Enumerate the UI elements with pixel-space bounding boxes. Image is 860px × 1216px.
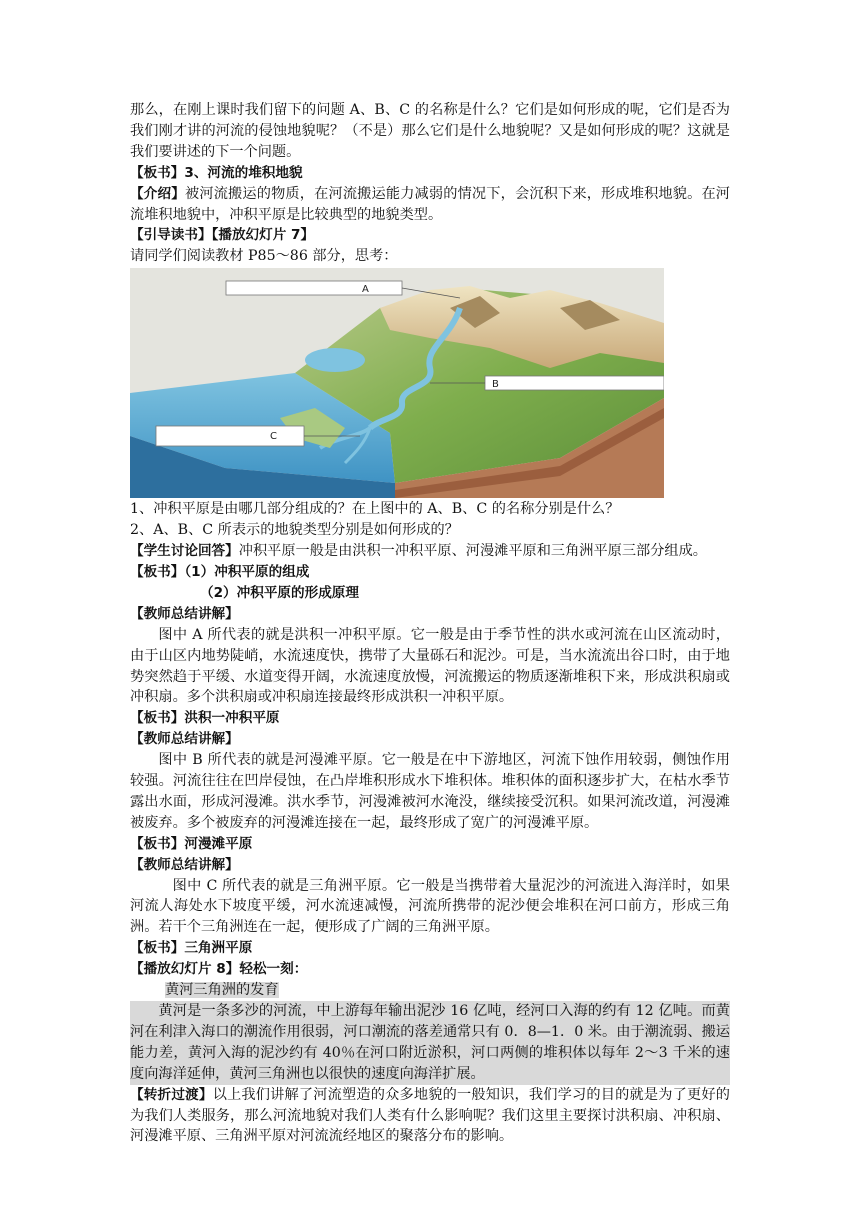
yellow-river-delta-title bbox=[130, 980, 730, 1001]
alluvial-plain-diagram bbox=[130, 268, 664, 498]
teacher-summary-tag-2: 【教师总结讲解】 bbox=[130, 731, 239, 748]
question-1: 1、冲积平原是由哪几部分组成的？在上图中的 A、B、C 的名称分别是什么？ bbox=[130, 501, 620, 518]
document-page bbox=[130, 100, 730, 1147]
student-discussion-tag: 【学生讨论回答】 bbox=[130, 543, 239, 560]
board-composition: 【板书】（1）冲积平原的组成 bbox=[130, 563, 310, 580]
question-2: 2、A、B、C 所表示的地貌类型分别是如何形成的？ bbox=[130, 522, 459, 539]
transition-paragraph bbox=[130, 1085, 730, 1148]
alluvial-plain-figure bbox=[130, 268, 664, 498]
board-floodplain: 【板书】河漫滩平原 bbox=[130, 835, 253, 852]
teacher-summary-text-2: 图中 B 所代表的就是河漫滩平原。它一般是在中下游地区，河流下蚀作用较弱，侧蚀作用较强。河流往往在凹岸侵蚀，在凸岸堆积形成水下堆积体。堆积体的面积逐步扩大，在枯水季节露出水面，形成河漫滩。洪水季节，河漫滩被河水淹没，继续接受沉积。如果河流改道，河漫滩被废弃。多个被废弃的河漫滩连接在一起，最终形成了宽广的河漫滩平原。 bbox=[130, 752, 730, 831]
teacher-summary-text-1: 图中 A 所代表的就是洪积一冲积平原。它一般是由于季节性的洪水或河流在山区流动时，由于山区内地势陡峭，水流速度快，携带了大量砾石和泥沙。可是，当水流流出谷口时，由于地势突然趋于平缓、水道变得开阔，水流速度放慢，河流搬运的物质逐渐堆积下来，形成洪积扇或冲积扇。多个洪积扇或冲积扇连接最终形成洪积一冲积平原。 bbox=[130, 626, 730, 706]
board-delta-plain: 【板书】三角洲平原 bbox=[130, 940, 253, 957]
introduction-paragraph bbox=[130, 184, 730, 226]
figure-label-b: B bbox=[492, 379, 499, 391]
student-discussion-text: 冲积平原一般是由洪积一冲积平原、河漫滩平原和三角洲平原三部分组成。 bbox=[238, 543, 707, 560]
figure-label-c: C bbox=[270, 431, 277, 443]
student-discussion bbox=[130, 541, 730, 562]
yellow-river-delta-text: 黄河是一条多沙的河流，中上游每年输出泥沙 16 亿吨，经河口入海的约有 12 亿吨。而黄河在利津入海口的潮流作用很弱，河口潮流的落差通常只有 0．8—1．0 米。由于潮流弱、搬运能力差，黄河入海的泥沙约有 40％在河口附近淤积，河口两侧的堆积体以每年 2～3 千米的速度向海洋延伸，黄河三角洲也以很快的速度向海洋扩展。 bbox=[130, 1001, 730, 1085]
introduction-tag: 【介绍】 bbox=[130, 185, 186, 202]
teacher-summary-tag-3: 【教师总结讲解】 bbox=[130, 856, 239, 873]
introduction-text: 被河流搬运的物质，在河流搬运能力减弱的情况下，会沉积下来，形成堆积地貌。在河流堆积地貌中，冲积平原是比较典型的地貌类型。 bbox=[130, 185, 730, 223]
slide-8-heading: 【播放幻灯片 8】轻松一刻： bbox=[130, 961, 308, 978]
guide-reading-heading: 【引导读书】【播放幻灯片 7】 bbox=[130, 227, 315, 244]
board-formation: （2）冲积平原的形成原理 bbox=[200, 584, 359, 601]
reading-instruction: 请同学们阅读教材 P85～86 部分，思考： bbox=[130, 248, 398, 265]
board-alluvial-fan-plain: 【板书】洪积一冲积平原 bbox=[130, 710, 280, 727]
yellow-river-delta-title-text: 黄河三角洲的发育 bbox=[165, 982, 279, 999]
figure-label-a: A bbox=[362, 284, 369, 296]
transition-text: 以上我们讲解了河流塑造的众多地貌的一般知识，我们学习的目的就是为了更好的为我们人类服务，那么河流地貌对我们人类有什么影响呢？我们这里主要探讨洪积扇、冲积扇、河漫滩平原、三角洲平原对河流流经地区的聚落分布的影响。 bbox=[130, 1086, 730, 1145]
transition-tag: 【转折过渡】 bbox=[130, 1086, 213, 1103]
teacher-summary-text-3: 图中 C 所代表的就是三角洲平原。它一般是当携带着大量泥沙的河流进入海洋时，如果河流人海处水下坡度平缓，河水流速减慢，河流所携带的泥沙便会堆积在河口前方，形成三角洲。若干个三角洲连在一起，便形成了广阔的三角洲平原。 bbox=[130, 877, 730, 936]
board-heading-deposition: 【板书】3、河流的堆积地貌 bbox=[130, 164, 303, 181]
intro-paragraph: 那么，在刚上课时我们留下的问题 A、B、C 的名称是什么？它们是如何形成的呢，它们是否为我们刚才讲的河流的侵蚀地貌呢？（不是）那么它们是什么地貌呢？又是如何形成的呢？这就是我们要讲述的下一个问题。 bbox=[130, 102, 730, 160]
teacher-summary-tag-1: 【教师总结讲解】 bbox=[130, 605, 239, 622]
